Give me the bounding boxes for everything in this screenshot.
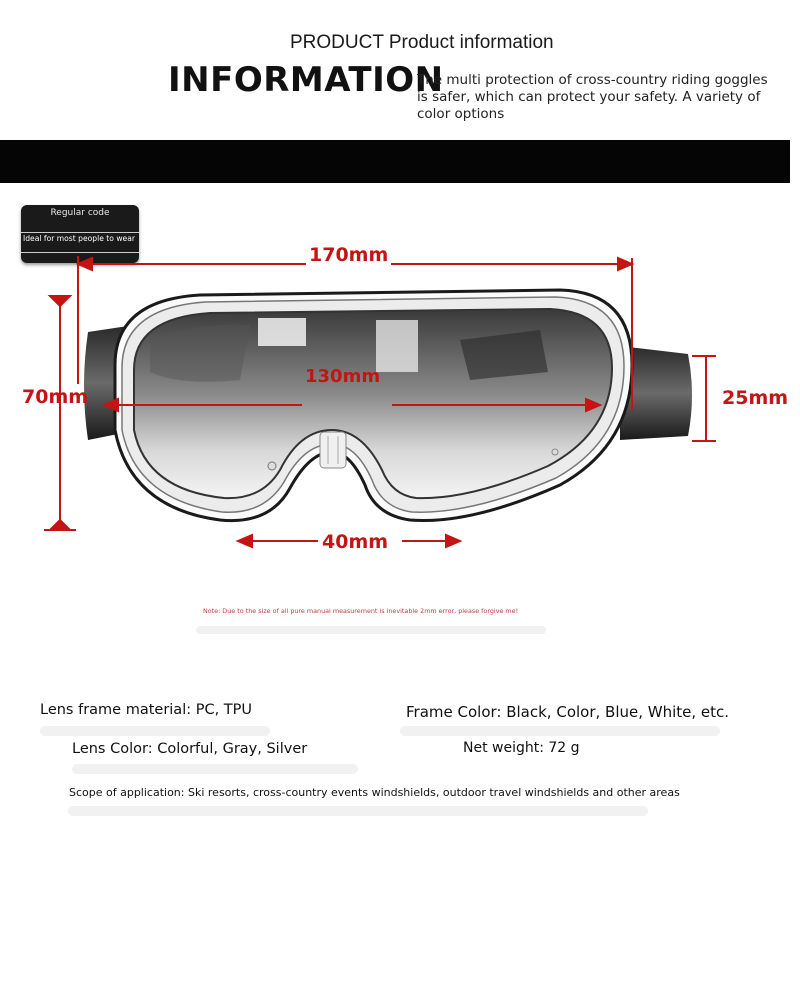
ghost-text-reflection [72,764,358,774]
spec-frame-material: Lens frame material: PC, TPU [40,702,253,718]
goggles-product-image [0,190,800,570]
header-title: INFORMATION [168,60,444,100]
badge-title: Regular code [50,208,110,218]
dimension-nose-bridge: 40mm [322,531,389,553]
header-subtitle: PRODUCT Product information [290,32,554,53]
dimension-lens-width: 130mm [305,366,381,387]
ghost-text-reflection [400,726,720,736]
ghost-text-reflection [68,806,648,816]
ghost-text-reflection [40,726,270,736]
dimension-height: 70mm [22,386,89,408]
spec-frame-color: Frame Color: Black, Color, Blue, White, etc. [406,703,730,721]
dimension-total-width: 170mm [306,244,391,266]
ghost-text-reflection [196,626,546,634]
black-divider-band [0,140,790,183]
measurement-note: Note: Due to the size of all pure manual measurement is inevitable 2mm error, please forgive me! [203,607,519,615]
badge-description: Ideal for most people to wear [23,234,136,243]
header-description: The multi protection of cross-country riding goggles is safer, which can protect your safety. A variety of color options [417,72,768,122]
dimension-strap-width: 25mm [722,387,789,409]
spec-net-weight: Net weight: 72 g [463,740,580,756]
spec-lens-color: Lens Color: Colorful, Gray, Silver [72,741,308,757]
spec-scope-of-application: Scope of application: Ski resorts, cross-country events windshields, outdoor travel windshields and other areas [69,786,680,799]
